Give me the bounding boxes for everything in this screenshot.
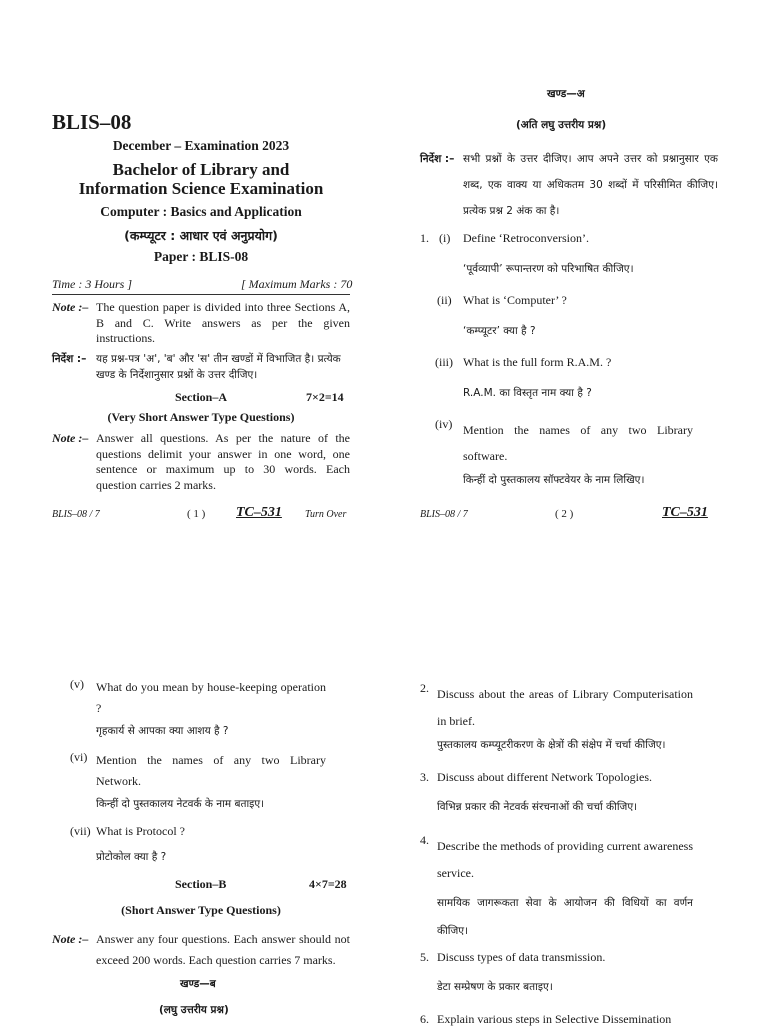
question-number: 2. bbox=[420, 681, 429, 695]
question-text-hindi: किन्हीं दो पुस्तकालय सॉफ्टवेयर के नाम लिखिए। bbox=[463, 474, 645, 486]
note-section-a bbox=[52, 431, 350, 493]
question-text-hindi: विभिन्न प्रकार की नेटवर्क संरचनाओं की चर्चा कीजिए। bbox=[437, 801, 638, 813]
khand-type: (लघु उत्तरीय प्रश्न) bbox=[159, 1004, 229, 1016]
khand-heading: खण्ड—अ bbox=[547, 88, 585, 100]
question-number: 3. bbox=[420, 770, 429, 784]
question-text: Mention the names of any two Library Network. bbox=[96, 753, 326, 788]
question-text: Discuss about different Network Topologies. bbox=[437, 770, 653, 784]
nirdesh-general bbox=[52, 351, 350, 383]
question-text: Mention the names of any two Library software. bbox=[463, 423, 693, 463]
question-number: 1. bbox=[420, 231, 429, 245]
subquestion-number: (iii) bbox=[435, 355, 453, 369]
khand-heading: खण्ड—ब bbox=[180, 978, 216, 990]
subquestion-number: (v) bbox=[70, 677, 84, 691]
note-label: Note :– bbox=[52, 431, 89, 445]
footer-turn-over: Turn Over bbox=[305, 509, 347, 520]
footer-code: BLIS–08 / 7 bbox=[52, 509, 100, 520]
section-b-marks: 4×7=28 bbox=[309, 877, 347, 891]
exam-session: December – Examination 2023 bbox=[112, 138, 290, 153]
question-text: What is ‘Computer’ ? bbox=[463, 293, 567, 307]
section-a-heading: Section–A bbox=[175, 390, 227, 404]
question-text-hindi: पुस्तकालय कम्प्यूटरीकरण के क्षेत्रों की संक्षेप में चर्चा कीजिए। bbox=[437, 739, 666, 751]
section-a-marks: 7×2=14 bbox=[306, 390, 344, 404]
nirdesh-label: निर्देश :– bbox=[52, 353, 87, 365]
question-text: Explain various steps in Selective Dissemination bbox=[437, 1012, 672, 1026]
question-text-hindi: ‘पूर्वव्यापी’ रूपान्तरण को परिभाषित कीजिए। bbox=[463, 263, 634, 275]
question-text: Define ‘Retroconversion’. bbox=[463, 231, 589, 245]
nirdesh-text: सभी प्रश्नों के उत्तर दीजिए। आप अपने उत्तर को प्रश्नानुसार एक शब्द, एक वाक्य या अधिकतम 30 शब्दों में परिसीमित कीजिए। प्रत्येक प्रश्न 2 अंक का है। bbox=[463, 153, 718, 217]
section-b-type: (Short Answer Type Questions) bbox=[121, 903, 281, 917]
question-number: 6. bbox=[420, 1012, 429, 1026]
question-number: 4. bbox=[420, 833, 429, 847]
question-text-hindi: किन्हीं दो पुस्तकालय नेटवर्क के नाम बताइए। bbox=[96, 798, 265, 810]
maximum-marks: [ Maximum Marks : 70 bbox=[241, 277, 353, 291]
section-a-type: (Very Short Answer Type Questions) bbox=[107, 410, 295, 424]
question-text-hindi: प्रोटोकोल क्या है ? bbox=[96, 851, 167, 863]
footer-page-number: ( 1 ) bbox=[187, 508, 206, 520]
question-number: 5. bbox=[420, 950, 429, 964]
question-text-hindi: डेटा सम्प्रेषण के प्रकार बताइए। bbox=[437, 981, 553, 993]
subquestion-number: (vi) bbox=[70, 750, 88, 764]
exam-title-line1: Bachelor of Library and bbox=[112, 160, 290, 179]
subject-hindi: (कम्प्यूटर : आधार एवं अनुप्रयोग) bbox=[124, 228, 278, 243]
khand-type: (अति लघु उत्तरीय प्रश्न) bbox=[516, 119, 607, 131]
note-text: Answer all questions. As per the nature of the questions delimit your answer in one word, one sentence or maximum up to 30 words. Each question carries 2 marks. bbox=[96, 431, 350, 492]
divider bbox=[52, 294, 350, 295]
note-label: Note :– bbox=[52, 300, 89, 314]
nirdesh-label: निर्देश :– bbox=[420, 153, 455, 165]
paper-code: BLIS–08 bbox=[52, 110, 132, 134]
exam-title-line2: Information Science Examination bbox=[78, 179, 324, 198]
question-text-hindi: R.A.M. का विस्तृत नाम क्या है ? bbox=[463, 387, 592, 399]
time-allowed: Time : 3 Hours ] bbox=[52, 277, 133, 291]
question-text: Discuss about the areas of Library Computerisation in brief. bbox=[437, 687, 693, 728]
note-label: Note :– bbox=[52, 932, 89, 946]
question-text: What do you mean by house-keeping operation ? bbox=[96, 680, 326, 715]
question-text-hindi: गृहकार्य से आपका क्या आशय है ? bbox=[96, 725, 229, 737]
note-text: The question paper is divided into three Sections A, B and C. Write answers as per the given instructions. bbox=[96, 300, 350, 345]
question-text: Describe the methods of providing current awareness service. bbox=[437, 839, 693, 880]
question-text-hindi: ‘कम्प्यूटर’ क्या है ? bbox=[463, 325, 536, 337]
question-text-hindi: सामयिक जागरूकता सेवा के आयोजन की विधियों का वर्णन कीजिए। bbox=[437, 897, 693, 937]
footer-tc: TC–531 bbox=[662, 505, 708, 520]
subquestion-number: (iv) bbox=[435, 417, 453, 431]
note-section-b bbox=[52, 929, 350, 971]
question-text: Discuss types of data transmission. bbox=[437, 950, 606, 964]
note-text: Answer any four questions. Each answer should not exceed 200 words. Each question carries 7 marks. bbox=[96, 932, 350, 967]
footer-tc: TC–531 bbox=[236, 505, 282, 520]
section-b-heading: Section–B bbox=[175, 877, 227, 891]
paper-number: Paper : BLIS-08 bbox=[153, 249, 249, 264]
question-text: What is Protocol ? bbox=[96, 824, 185, 838]
note-general bbox=[52, 300, 350, 347]
question-text: What is the full form R.A.M. ? bbox=[463, 355, 612, 369]
subquestion-number: (i) bbox=[439, 231, 451, 245]
footer-page-number: ( 2 ) bbox=[555, 508, 574, 520]
subquestion-number: (vii) bbox=[70, 824, 91, 838]
footer-code: BLIS–08 / 7 bbox=[420, 509, 468, 520]
subject: Computer : Basics and Application bbox=[100, 204, 302, 219]
subquestion-number: (ii) bbox=[437, 293, 452, 307]
nirdesh-text: यह प्रश्न-पत्र 'अ', 'ब' और 'स' तीन खण्डों में विभाजित है। प्रत्येक खण्ड के निर्देशानुसार प्रश्नों के उत्तर दीजिए। bbox=[96, 353, 341, 381]
nirdesh-section-a bbox=[420, 146, 718, 224]
